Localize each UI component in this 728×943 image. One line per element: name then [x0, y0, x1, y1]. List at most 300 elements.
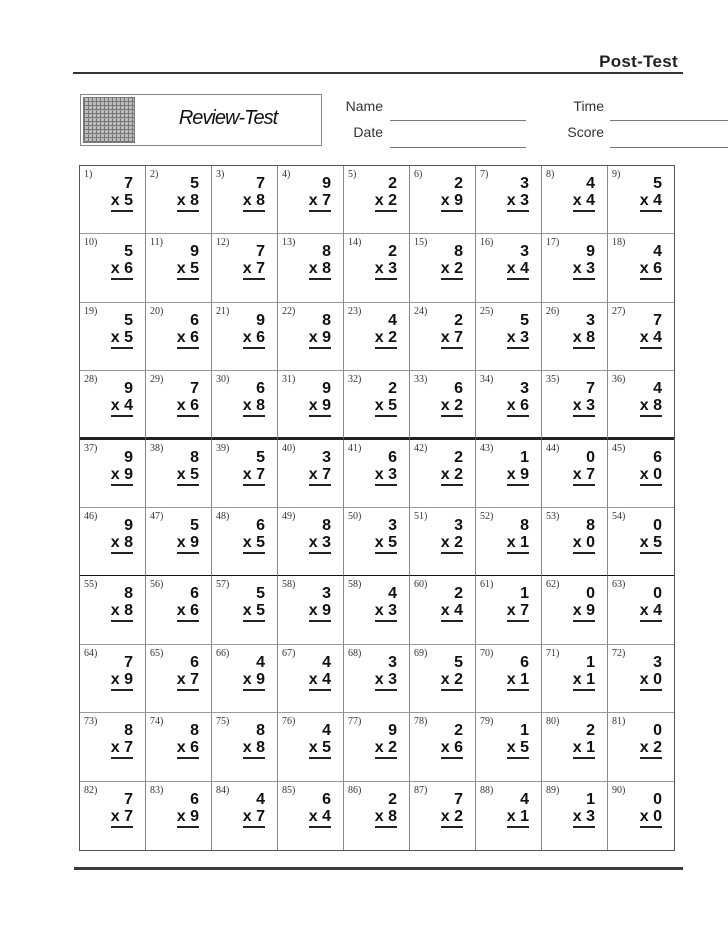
multiplier: x 9: [111, 672, 133, 691]
problem-cell[interactable]: [608, 576, 674, 644]
problem-cell[interactable]: [212, 440, 278, 508]
problem-number: 38): [150, 442, 164, 454]
multiplier: x 5: [243, 535, 265, 554]
problem-number: 50): [348, 511, 362, 522]
problem-cell[interactable]: [80, 782, 146, 850]
multiplicand: 6: [190, 653, 199, 671]
multiplier: x 6: [111, 261, 133, 280]
multiplier: x 0: [573, 535, 595, 554]
problem-cell[interactable]: [608, 508, 674, 576]
multiplicand: 4: [322, 653, 331, 671]
problem-cell[interactable]: [344, 508, 410, 576]
problem-cell[interactable]: [542, 645, 608, 713]
problem-cell[interactable]: [212, 508, 278, 576]
problem-number: 28): [84, 374, 98, 386]
multiplicand: 9: [124, 380, 133, 398]
problem-number: 29): [150, 374, 164, 386]
problem-cell[interactable]: [80, 234, 146, 302]
problem-cell[interactable]: [542, 303, 608, 371]
problem-number: 20): [150, 305, 164, 317]
multiplier: x 1: [573, 740, 595, 759]
date-label: Date: [353, 124, 383, 140]
problem-cell[interactable]: [344, 576, 410, 644]
multiplier: x 8: [375, 809, 397, 828]
problem-cell[interactable]: [344, 645, 410, 713]
multiplier: x 7: [243, 261, 265, 280]
problem-cell[interactable]: [476, 303, 542, 371]
problem-number: 16): [480, 237, 494, 249]
multiplier: x 6: [243, 330, 265, 349]
multiplicand: 3: [520, 380, 529, 398]
problem-number: 65): [150, 647, 164, 659]
problem-number: 53): [546, 511, 560, 522]
multiplicand: 1: [586, 653, 595, 671]
problem-number: 62): [546, 579, 560, 591]
time-label: Time: [573, 98, 604, 114]
multiplicand: 7: [256, 243, 265, 261]
problem-cell[interactable]: [542, 166, 608, 234]
problem-number: 5): [348, 169, 357, 180]
problem-cell[interactable]: [80, 576, 146, 644]
multiplicand: 7: [586, 380, 595, 398]
multiplicand: 8: [322, 243, 331, 261]
multiplier: x 2: [441, 535, 463, 554]
multiplicand: 8: [190, 448, 199, 466]
problem-number: 24): [414, 305, 428, 317]
problem-cell[interactable]: [146, 440, 212, 508]
multiplicand: 9: [586, 243, 595, 261]
problem-number: 71): [546, 647, 560, 659]
problem-number: 80): [546, 716, 560, 728]
problem-cell[interactable]: [278, 166, 344, 234]
problem-cell[interactable]: [476, 645, 542, 713]
problem-cell[interactable]: [476, 166, 542, 234]
problem-number: 46): [84, 511, 98, 522]
problem-cell[interactable]: [80, 303, 146, 371]
problem-cell[interactable]: [344, 303, 410, 371]
problem-cell[interactable]: [146, 576, 212, 644]
multiplicand: 3: [653, 653, 662, 671]
name-field[interactable]: [390, 120, 526, 121]
top-divider: [73, 72, 683, 74]
multiplicand: 2: [454, 175, 463, 192]
problem-cell[interactable]: [80, 166, 146, 234]
multiplicand: 5: [256, 448, 265, 466]
multiplicand: 8: [256, 722, 265, 740]
problem-cell[interactable]: [344, 713, 410, 781]
multiplicand: 5: [124, 311, 133, 329]
problem-number: 47): [150, 511, 164, 522]
problem-number: 58): [282, 579, 296, 591]
problem-cell[interactable]: [476, 234, 542, 302]
multiplicand: 6: [388, 448, 397, 466]
problem-number: 66): [216, 647, 230, 659]
problem-cell[interactable]: [344, 371, 410, 439]
problem-cell[interactable]: [542, 234, 608, 302]
multiplicand: 9: [124, 517, 133, 534]
problem-number: 84): [216, 784, 230, 796]
problem-number: 33): [414, 374, 428, 386]
multiplicand: 0: [653, 585, 662, 603]
problem-number: 12): [216, 237, 230, 249]
multiplicand: 7: [124, 790, 133, 808]
multiplicand: 8: [520, 517, 529, 534]
problem-number: 6): [414, 169, 423, 180]
problem-cell[interactable]: [476, 782, 542, 850]
multiplier: x 4: [640, 193, 662, 212]
problem-cell[interactable]: [212, 645, 278, 713]
multiplicand: 6: [520, 653, 529, 671]
multiplier: x 9: [573, 603, 595, 622]
multiplicand: 9: [256, 311, 265, 329]
problem-number: 32): [348, 374, 362, 386]
time-field[interactable]: [610, 120, 728, 121]
problem-cell[interactable]: [476, 713, 542, 781]
problem-cell[interactable]: [212, 303, 278, 371]
problem-cell[interactable]: [278, 713, 344, 781]
problem-number: 37): [84, 442, 98, 454]
multiplicand: 0: [586, 448, 595, 466]
multiplier: x 4: [640, 603, 662, 622]
problem-number: 77): [348, 716, 362, 728]
problem-cell[interactable]: [344, 782, 410, 850]
multiplier: x 5: [177, 467, 199, 486]
multiplier: x 9: [177, 535, 199, 554]
multiplier: x 6: [507, 398, 529, 417]
multiplier: x 8: [177, 193, 199, 212]
multiplicand: 4: [653, 380, 662, 398]
multiplier: x 6: [177, 740, 199, 759]
multiplier: x 8: [243, 193, 265, 212]
problem-cell[interactable]: [608, 234, 674, 302]
multiplicand: 0: [653, 790, 662, 808]
multiplier: x 0: [640, 672, 662, 691]
problem-number: 23): [348, 305, 362, 317]
problem-cell[interactable]: [146, 303, 212, 371]
problem-cell[interactable]: [344, 234, 410, 302]
multiplier: x 3: [375, 261, 397, 280]
problem-cell[interactable]: [410, 234, 476, 302]
multiplicand: 6: [256, 517, 265, 534]
problem-cell[interactable]: [608, 645, 674, 713]
problem-number: 19): [84, 305, 98, 317]
problem-number: 34): [480, 374, 494, 386]
multiplicand: 5: [454, 653, 463, 671]
multiplicand: 2: [454, 722, 463, 740]
problem-cell[interactable]: [80, 645, 146, 713]
problem-number: 2): [150, 169, 159, 180]
multiplicand: 9: [322, 380, 331, 398]
multiplier: x 4: [441, 603, 463, 622]
problem-cell[interactable]: [476, 576, 542, 644]
multiplicand: 6: [322, 790, 331, 808]
problem-number: 89): [546, 784, 560, 796]
multiplier: x 7: [507, 603, 529, 622]
problem-cell[interactable]: [542, 576, 608, 644]
multiplicand: 6: [190, 311, 199, 329]
multiplicand: 5: [190, 175, 199, 192]
multiplier: x 3: [507, 330, 529, 349]
multiplier: x 2: [375, 330, 397, 349]
problem-cell[interactable]: [212, 576, 278, 644]
multiplicand: 7: [454, 790, 463, 808]
problem-number: 69): [414, 647, 428, 659]
problem-cell[interactable]: [608, 166, 674, 234]
multiplicand: 2: [586, 722, 595, 740]
multiplier: x 6: [640, 261, 662, 280]
multiplier: x 5: [375, 398, 397, 417]
multiplicand: 4: [520, 790, 529, 808]
problem-cell[interactable]: [608, 713, 674, 781]
problem-cell[interactable]: [278, 782, 344, 850]
problem-number: 67): [282, 647, 296, 659]
multiplier: x 3: [573, 809, 595, 828]
multiplicand: 8: [124, 722, 133, 740]
multiplier: x 2: [441, 809, 463, 828]
problem-cell[interactable]: [542, 440, 608, 508]
multiplicand: 6: [454, 380, 463, 398]
score-label: Score: [567, 124, 604, 140]
problem-number: 8): [546, 169, 555, 180]
problem-number: 88): [480, 784, 494, 796]
multiplicand: 4: [653, 243, 662, 261]
problem-cell[interactable]: [608, 371, 674, 439]
problem-cell[interactable]: [146, 508, 212, 576]
multiplier: x 5: [243, 603, 265, 622]
date-field[interactable]: [390, 147, 526, 148]
problem-cell[interactable]: [278, 371, 344, 439]
problem-cell[interactable]: [80, 713, 146, 781]
problem-cell[interactable]: [410, 303, 476, 371]
problem-cell[interactable]: [608, 303, 674, 371]
multiplier: x 4: [309, 672, 331, 691]
multiplicand: 8: [454, 243, 463, 261]
problem-number: 49): [282, 511, 296, 522]
problem-cell[interactable]: [542, 782, 608, 850]
multiplicand: 8: [586, 517, 595, 534]
problem-number: 60): [414, 579, 428, 591]
problem-cell[interactable]: [212, 234, 278, 302]
multiplicand: 2: [454, 585, 463, 603]
problem-number: 78): [414, 716, 428, 728]
multiplier: x 5: [177, 261, 199, 280]
multiplier: x 3: [573, 261, 595, 280]
problem-cell[interactable]: [608, 782, 674, 850]
multiplier: x 7: [177, 672, 199, 691]
multiplier: x 4: [573, 193, 595, 212]
problem-number: 54): [612, 511, 626, 522]
multiplicand: 7: [653, 311, 662, 329]
problem-cell[interactable]: [278, 440, 344, 508]
problem-cell[interactable]: [542, 508, 608, 576]
multiplicand: 2: [388, 243, 397, 261]
problem-cell[interactable]: [212, 166, 278, 234]
problem-number: 63): [612, 579, 626, 591]
problem-number: 35): [546, 374, 560, 386]
multiplicand: 4: [256, 653, 265, 671]
multiplicand: 1: [520, 722, 529, 740]
multiplicand: 4: [322, 722, 331, 740]
multiplier: x 2: [441, 672, 463, 691]
problem-cell[interactable]: [476, 508, 542, 576]
multiplier: x 2: [640, 740, 662, 759]
multiplicand: 2: [388, 790, 397, 808]
problem-cell[interactable]: [344, 440, 410, 508]
multiplier: x 5: [507, 740, 529, 759]
multiplicand: 1: [520, 585, 529, 603]
problem-cell[interactable]: [344, 166, 410, 234]
multiplicand: 2: [454, 448, 463, 466]
multiplicand: 1: [586, 790, 595, 808]
problem-cell[interactable]: [278, 303, 344, 371]
problem-number: 64): [84, 647, 98, 659]
multiplier: x 0: [640, 467, 662, 486]
problem-cell[interactable]: [410, 576, 476, 644]
multiplicand: 7: [190, 380, 199, 398]
problem-number: 51): [414, 511, 428, 522]
multiplier: x 4: [640, 330, 662, 349]
problem-number: 73): [84, 716, 98, 728]
problem-cell[interactable]: [212, 782, 278, 850]
problem-cell[interactable]: [278, 645, 344, 713]
multiplier: x 2: [375, 193, 397, 212]
multiplicand: 2: [454, 311, 463, 329]
problem-number: 1): [84, 169, 93, 180]
problem-number: 26): [546, 305, 560, 317]
problem-grid: [79, 165, 675, 851]
multiplier: x 3: [375, 467, 397, 486]
multiplier: x 5: [309, 740, 331, 759]
multiplicand: 0: [653, 517, 662, 534]
problem-number: 22): [282, 305, 296, 317]
problem-cell[interactable]: [542, 371, 608, 439]
multiplier: x 8: [309, 261, 331, 280]
multiplier: x 8: [573, 330, 595, 349]
multiplicand: 9: [190, 243, 199, 261]
multiplicand: 9: [388, 722, 397, 740]
problem-number: 56): [150, 579, 164, 591]
problem-cell[interactable]: [410, 440, 476, 508]
multiplicand: 7: [124, 175, 133, 192]
multiplier: x 9: [309, 398, 331, 417]
multiplicand: 9: [322, 175, 331, 192]
problem-number: 58): [348, 579, 362, 591]
problem-cell[interactable]: [146, 713, 212, 781]
problem-cell[interactable]: [146, 234, 212, 302]
multiplicand: 3: [520, 175, 529, 192]
multiplicand: 3: [520, 243, 529, 261]
multiplier: x 8: [640, 398, 662, 417]
multiplier: x 4: [507, 261, 529, 280]
multiplicand: 6: [653, 448, 662, 466]
problem-number: 82): [84, 784, 98, 796]
problem-number: 40): [282, 442, 296, 454]
problem-cell[interactable]: [278, 576, 344, 644]
multiplier: x 5: [375, 535, 397, 554]
problem-cell[interactable]: [410, 782, 476, 850]
multiplicand: 5: [256, 585, 265, 603]
problem-number: 13): [282, 237, 296, 249]
multiplier: x 1: [507, 809, 529, 828]
multiplier: x 3: [507, 193, 529, 212]
problem-cell[interactable]: [476, 371, 542, 439]
multiplier: x 9: [309, 603, 331, 622]
score-field[interactable]: [610, 147, 728, 148]
multiplicand: 5: [124, 243, 133, 261]
problem-cell[interactable]: [212, 713, 278, 781]
multiplier: x 1: [573, 672, 595, 691]
multiplier: x 6: [177, 603, 199, 622]
problem-cell[interactable]: [608, 440, 674, 508]
problem-cell[interactable]: [146, 645, 212, 713]
multiplicand: 3: [322, 448, 331, 466]
multiplicand: 4: [388, 585, 397, 603]
problem-number: 3): [216, 169, 225, 180]
multiplicand: 3: [454, 517, 463, 534]
problem-cell[interactable]: [80, 440, 146, 508]
problem-cell[interactable]: [146, 166, 212, 234]
logo-title: Review-Test: [178, 107, 278, 129]
problem-cell[interactable]: [410, 713, 476, 781]
multiplier: x 3: [375, 672, 397, 691]
multiplicand: 6: [256, 380, 265, 398]
name-label: Name: [345, 98, 383, 114]
problem-number: 21): [216, 305, 230, 317]
multiplier: x 2: [441, 467, 463, 486]
problem-number: 11): [150, 237, 163, 249]
multiplicand: 8: [190, 722, 199, 740]
problem-cell[interactable]: [410, 508, 476, 576]
multiplicand: 8: [322, 311, 331, 329]
multiplier: x 2: [441, 398, 463, 417]
problem-number: 15): [414, 237, 428, 249]
problem-cell[interactable]: [146, 782, 212, 850]
multiplier: x 7: [309, 467, 331, 486]
problem-number: 14): [348, 237, 362, 249]
multiplier: x 2: [375, 740, 397, 759]
multiplicand: 4: [586, 175, 595, 192]
multiplicand: 7: [124, 653, 133, 671]
problem-number: 48): [216, 511, 230, 522]
multiplier: x 0: [640, 809, 662, 828]
problem-cell[interactable]: [212, 371, 278, 439]
problem-cell[interactable]: [278, 234, 344, 302]
multiplier: x 7: [309, 193, 331, 212]
multiplier: x 7: [243, 809, 265, 828]
problem-cell[interactable]: [80, 508, 146, 576]
multiplier: x 1: [507, 672, 529, 691]
problem-number: 41): [348, 442, 362, 454]
problem-number: 83): [150, 784, 164, 796]
problem-cell[interactable]: [410, 166, 476, 234]
problem-cell[interactable]: [278, 508, 344, 576]
multiplicand: 4: [256, 790, 265, 808]
problem-cell[interactable]: [476, 440, 542, 508]
multiplier: x 9: [243, 672, 265, 691]
problem-cell[interactable]: [80, 371, 146, 439]
problem-cell[interactable]: [410, 645, 476, 713]
multiplier: x 8: [243, 398, 265, 417]
multiplicand: 9: [124, 448, 133, 466]
problem-cell[interactable]: [410, 371, 476, 439]
problem-cell[interactable]: [146, 371, 212, 439]
multiplier: x 8: [111, 535, 133, 554]
multiplier: x 4: [309, 809, 331, 828]
multiplier: x 8: [111, 603, 133, 622]
problem-cell[interactable]: [542, 713, 608, 781]
multiplicand: 5: [653, 175, 662, 192]
multiplier: x 7: [573, 467, 595, 486]
